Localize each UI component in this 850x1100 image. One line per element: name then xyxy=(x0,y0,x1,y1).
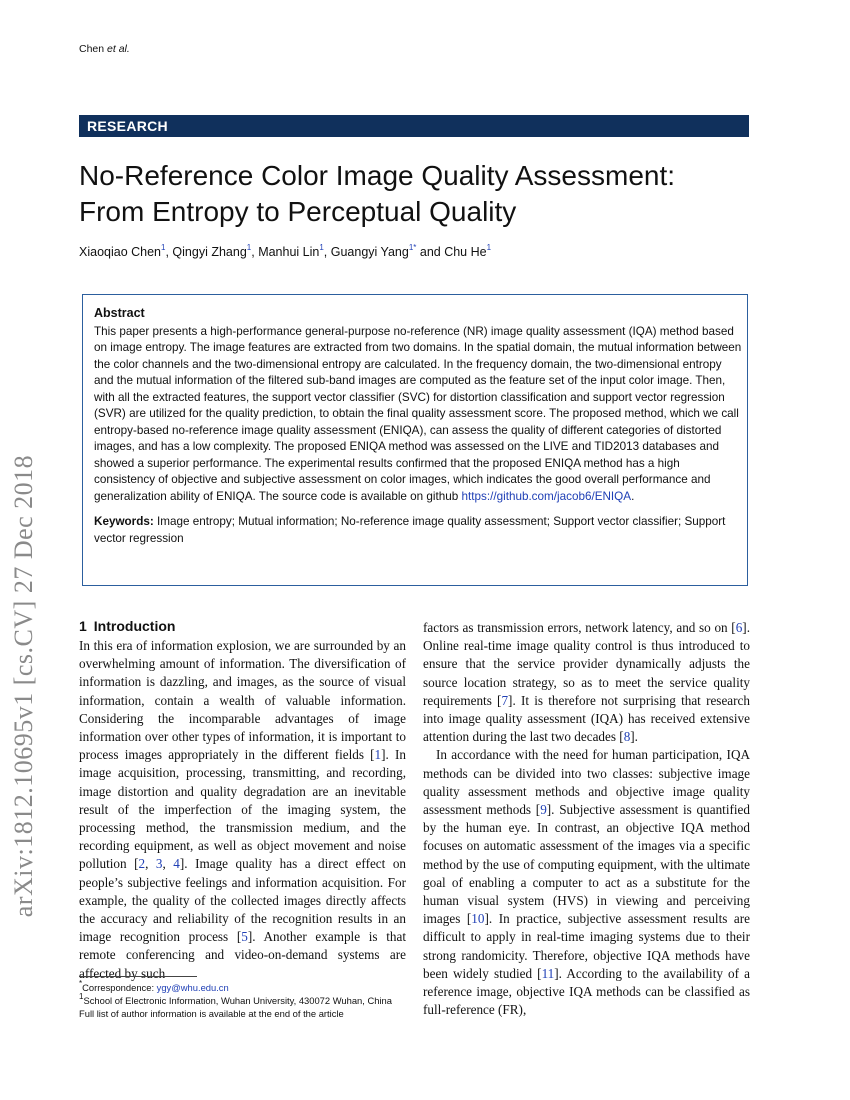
intro-paragraph-continued: factors as transmission errors, network latency, and so on [6]. Online real-time image quality control is thus introduced to ensure that the service provider dynamically adjusts the source location strategy, so as to meet the service quality requirements [7]. It is therefore not surprising that research into image quality assessment (IQA) has received extensive attention during the last two decades [8]. xyxy=(423,620,750,745)
citation-link[interactable]: 8 xyxy=(623,729,631,745)
author-name: Chu He xyxy=(444,245,487,259)
citation-link[interactable]: 4 xyxy=(173,856,180,872)
affiliation-mark[interactable]: 1 xyxy=(319,242,324,252)
keywords-label: Keywords: xyxy=(94,515,154,528)
abstract-heading: Abstract xyxy=(94,306,145,320)
paper-title-line-1: No-Reference Color Image Quality Assessment: xyxy=(79,160,676,191)
citation-link[interactable]: 3 xyxy=(155,856,163,872)
arxiv-stamp-text: arXiv:1812.10695v1 [cs.CV] 27 Dec 2018 xyxy=(9,454,38,918)
abstract-box xyxy=(82,294,748,586)
affiliation-mark[interactable]: 1 xyxy=(486,242,492,252)
affiliation-mark[interactable]: 1* xyxy=(408,242,417,252)
footnote-affiliation: $^1$School of Electronic Information, Wuhan University, 430072 Wuhan, China xyxy=(79,991,392,1006)
citation-link[interactable]: 9 xyxy=(540,802,547,818)
github-link[interactable]: https://github.com/jacob6/ENIQA xyxy=(461,489,632,503)
author-name: Xiaoqiao Chen xyxy=(79,245,162,259)
affiliation-mark[interactable]: 1 xyxy=(161,242,166,252)
keywords xyxy=(94,514,742,547)
citation-link[interactable]: 2 xyxy=(138,856,146,872)
citation-link[interactable]: 6 xyxy=(735,620,743,635)
citation-link[interactable]: 10 xyxy=(471,911,485,927)
citation-link[interactable]: 7 xyxy=(501,692,509,708)
section-heading xyxy=(79,618,175,634)
keywords-text: Image entropy; Mutual information; No-reference image quality assessment; Support vector classifier; Support vector regression xyxy=(94,515,726,545)
affiliation-mark[interactable]: 1 xyxy=(246,242,252,252)
footnote-full-list: Full list of author information is available at the end of the article xyxy=(79,1008,344,1019)
author-name: Qingyi Zhang xyxy=(172,245,247,259)
author-name: Guangyi Yang xyxy=(330,245,409,259)
section-band-label: RESEARCH xyxy=(87,118,168,134)
paper-title-line-2: From Entropy to Perceptual Quality xyxy=(79,196,517,227)
author-name: Manhui Lin xyxy=(258,245,320,259)
section-number: 1 xyxy=(79,618,87,634)
running-head: Chen et al. xyxy=(79,43,130,55)
footnote-rule xyxy=(79,976,197,977)
intro-paragraph-1: In this era of information explosion, we are surrounded by an overwhelming amount of information. The diversification of information is dazzling, and images, as the source of visual information, contain a wealth of valuable information. Considering the incomparable advantages of image information over other types of information, it is important to process images appropriately in the different fields [1]. In image acquisition, processing, transmitting, and recording, image distortion and quality degradation are an inevitable result of the imperfection of the imaging system, the processing method, the transmission medium, and the recording equipment, as well as object movement and noise pollution [2, 3, 4]. Image quality has a direct effect on people’s subjective feelings and information acquisition. For example, the quality of the collected images directly affects the accuracy and reliability of the recognition results in an image recognition process [5]. Another example is that remote conferencing and video-on-demand systems are affected by such xyxy=(79,638,407,981)
section-band xyxy=(79,115,749,137)
intro-paragraph-2: In accordance with the need for human participation, IQA methods can be divided into two classes: subjective image quality assessment methods and objective image quality assessment methods [9]. Subjective assessment is quantified by the human eye. In contrast, an objective IQA method focuses on automatic assessment of the images via a specific method by the use of computing equipment, with the ultimate goal of enabling a computer to act as a substitute for the human visual system (HVS) in viewing and perceiving images [10]. In practice, subjective assessment results are difficult to apply in real-time imaging systems due to their strong randomicity. Therefore, objective IQA methods have been widely studied [11]. According to the availability of a reference image, objective IQA methods can be classified as full-reference (FR), xyxy=(423,747,751,1018)
citation-link[interactable]: 11 xyxy=(541,965,555,981)
footnote-correspondence: *Correspondence: ygy@whu.edu.cn xyxy=(79,978,229,993)
section-title: Introduction xyxy=(93,618,176,634)
author-list: Xiaoqiao Chen$^1$, Qingyi Zhang$^1$, Manhui Lin$^1$, Guangyi Yang$^{1*}$ and Chu He$^1$ xyxy=(79,242,492,259)
citation-link[interactable]: 1 xyxy=(374,747,382,763)
right-column xyxy=(423,619,750,1019)
footnotes xyxy=(79,978,419,1020)
left-column xyxy=(79,637,406,983)
correspondence-email-link[interactable]: ygy@whu.edu.cn xyxy=(156,982,229,993)
paper-title xyxy=(79,158,759,230)
abstract-text: This paper presents a high-performance general-purpose no-reference (NR) image quality assessment (IQA) method based on image entropy. The image features are extracted from two domains. In the spatial domain, the mutual information between the color channels and the two-dimensional entropy are calculated. In the frequency domain, the two-dimensional entropy and the mutual information of the filtered sub-band images are computed as the feature set of the input color image. Then, with all the extracted features, the support vector classifier (SVC) for distortion classification and support vector regression (SVR) are utilized for the quality prediction, to obtain the final quality assessment score. The proposed method, which we call entropy-based no-reference image quality assessment (ENIQA), can assess the quality of different categories of distorted images, and has a low complexity. The proposed ENIQA method was assessed on the LIVE and TID2013 databases and showed a superior performance. The experimental results confirmed that the proposed ENIQA method has a high consistency of objective and subjective assessment on color images, which indicates the good overall performance and generalization ability of ENIQA. The source code is available on github https://github.com/jacob6/ENIQA. xyxy=(94,324,742,503)
citation-link[interactable]: 5 xyxy=(241,929,248,945)
